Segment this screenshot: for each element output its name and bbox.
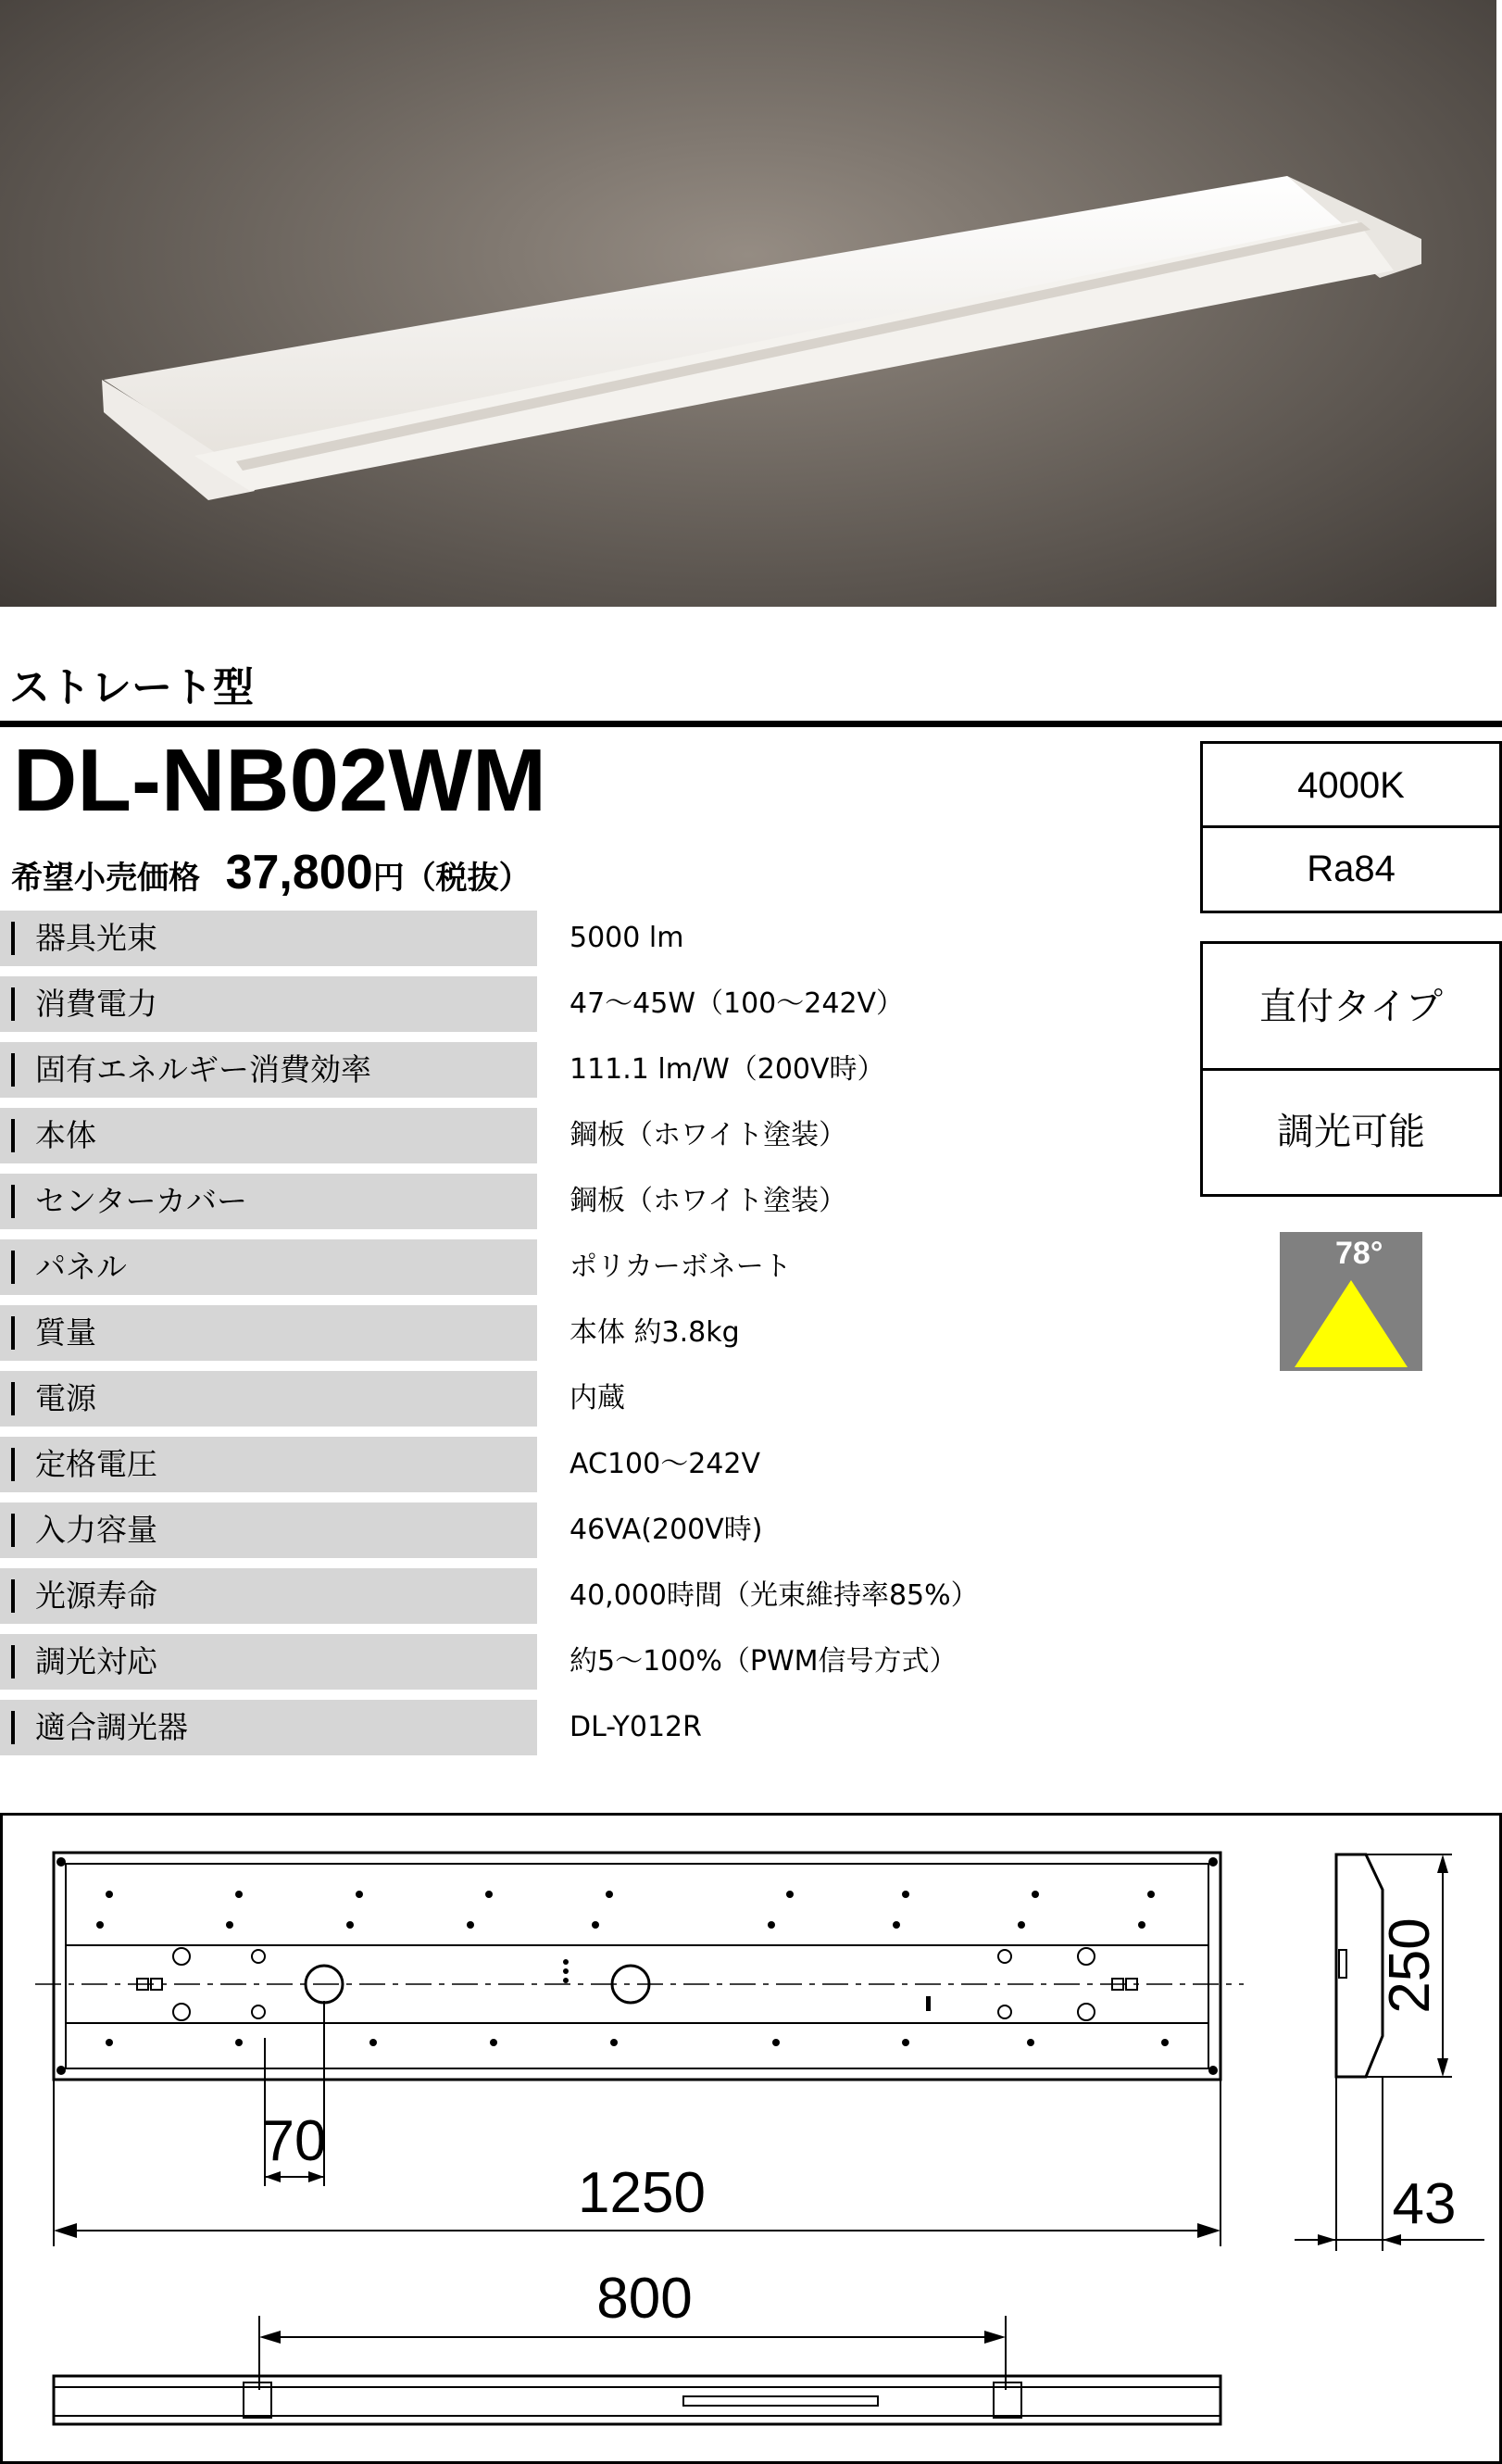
spec-row xyxy=(0,1108,1111,1163)
spec-value: AC100～242V xyxy=(570,1448,760,1480)
product-type-label: ストレート型 xyxy=(9,664,254,711)
product-photo xyxy=(0,0,1496,607)
color-temperature: 4000K xyxy=(1203,744,1499,828)
spec-label: 電源 xyxy=(0,1371,537,1427)
beam-angle-icon xyxy=(1280,1232,1422,1371)
fixture-illustration xyxy=(0,0,1496,607)
price-line xyxy=(11,845,531,900)
spec-row xyxy=(0,1239,1111,1295)
spec-label: 消費電力 xyxy=(0,976,537,1032)
spec-row xyxy=(0,1634,1111,1690)
spec-label: パネル xyxy=(0,1239,537,1295)
spec-label: 本体 xyxy=(0,1108,537,1163)
dim-length: 1250 xyxy=(578,2161,706,2225)
spec-row xyxy=(0,1174,1111,1229)
spec-value: 鋼板（ホワイト塗装） xyxy=(570,1185,847,1217)
spec-row xyxy=(0,1502,1111,1558)
spec-value: 47～45W（100～242V） xyxy=(570,987,905,1020)
color-info-box xyxy=(1200,741,1502,913)
spec-value: 本体 約3.8kg xyxy=(570,1316,740,1349)
spec-row xyxy=(0,1700,1111,1755)
price-value: 37,800 xyxy=(225,846,373,899)
dim-width: 250 xyxy=(1378,1917,1442,2014)
spec-value: 46VA(200V時) xyxy=(570,1514,763,1546)
spec-label: 光源寿命 xyxy=(0,1568,537,1624)
dim-height: 43 xyxy=(1392,2172,1457,2236)
spec-row xyxy=(0,1437,1111,1492)
spec-label: 定格電圧 xyxy=(0,1437,537,1492)
spec-value: ポリカーボネート xyxy=(570,1251,792,1283)
spec-value: 鋼板（ホワイト塗装） xyxy=(570,1119,847,1151)
spec-row xyxy=(0,1568,1111,1624)
spec-value: 約5～100%（PWM信号方式） xyxy=(570,1645,958,1678)
feature-box xyxy=(1200,941,1502,1197)
spec-value: 40,000時間（光束維持率85%） xyxy=(570,1579,979,1612)
model-number: DL-NB02WM xyxy=(13,731,546,830)
price-label: 希望小売価格 xyxy=(11,860,200,897)
spec-value: 5000 lm xyxy=(570,922,684,954)
dimmable-feature: 調光可能 xyxy=(1277,1111,1425,1153)
spec-label: センターカバー xyxy=(0,1174,537,1229)
spec-label: 調光対応 xyxy=(0,1634,537,1690)
spec-row xyxy=(0,976,1111,1032)
dimension-drawing-svg xyxy=(3,1816,1499,2461)
price-unit: 円（税抜） xyxy=(372,860,531,897)
spec-label: 入力容量 xyxy=(0,1502,537,1558)
mount-type: 直付タイプ xyxy=(1203,944,1499,1071)
spec-label: 固有エネルギー消費効率 xyxy=(0,1042,537,1098)
title-divider xyxy=(0,721,1502,727)
spec-row xyxy=(0,911,1111,966)
spec-value: 111.1 lm/W（200V時） xyxy=(570,1053,885,1086)
dim-mount-pitch: 800 xyxy=(596,2267,693,2331)
spec-label: 質量 xyxy=(0,1305,537,1361)
spec-row xyxy=(0,1305,1111,1361)
beam-angle-value: 78° xyxy=(1335,1236,1383,1271)
spec-value: 内蔵 xyxy=(570,1382,625,1414)
spec-label: 適合調光器 xyxy=(0,1700,537,1755)
spec-row xyxy=(0,1042,1111,1098)
spec-row xyxy=(0,1371,1111,1427)
dimension-drawing xyxy=(0,1813,1502,2464)
spec-value: DL-Y012R xyxy=(570,1711,702,1743)
dim-pitch: 70 xyxy=(262,2109,327,2173)
color-rendering-index: Ra84 xyxy=(1307,849,1396,889)
spec-label: 器具光束 xyxy=(0,911,537,966)
